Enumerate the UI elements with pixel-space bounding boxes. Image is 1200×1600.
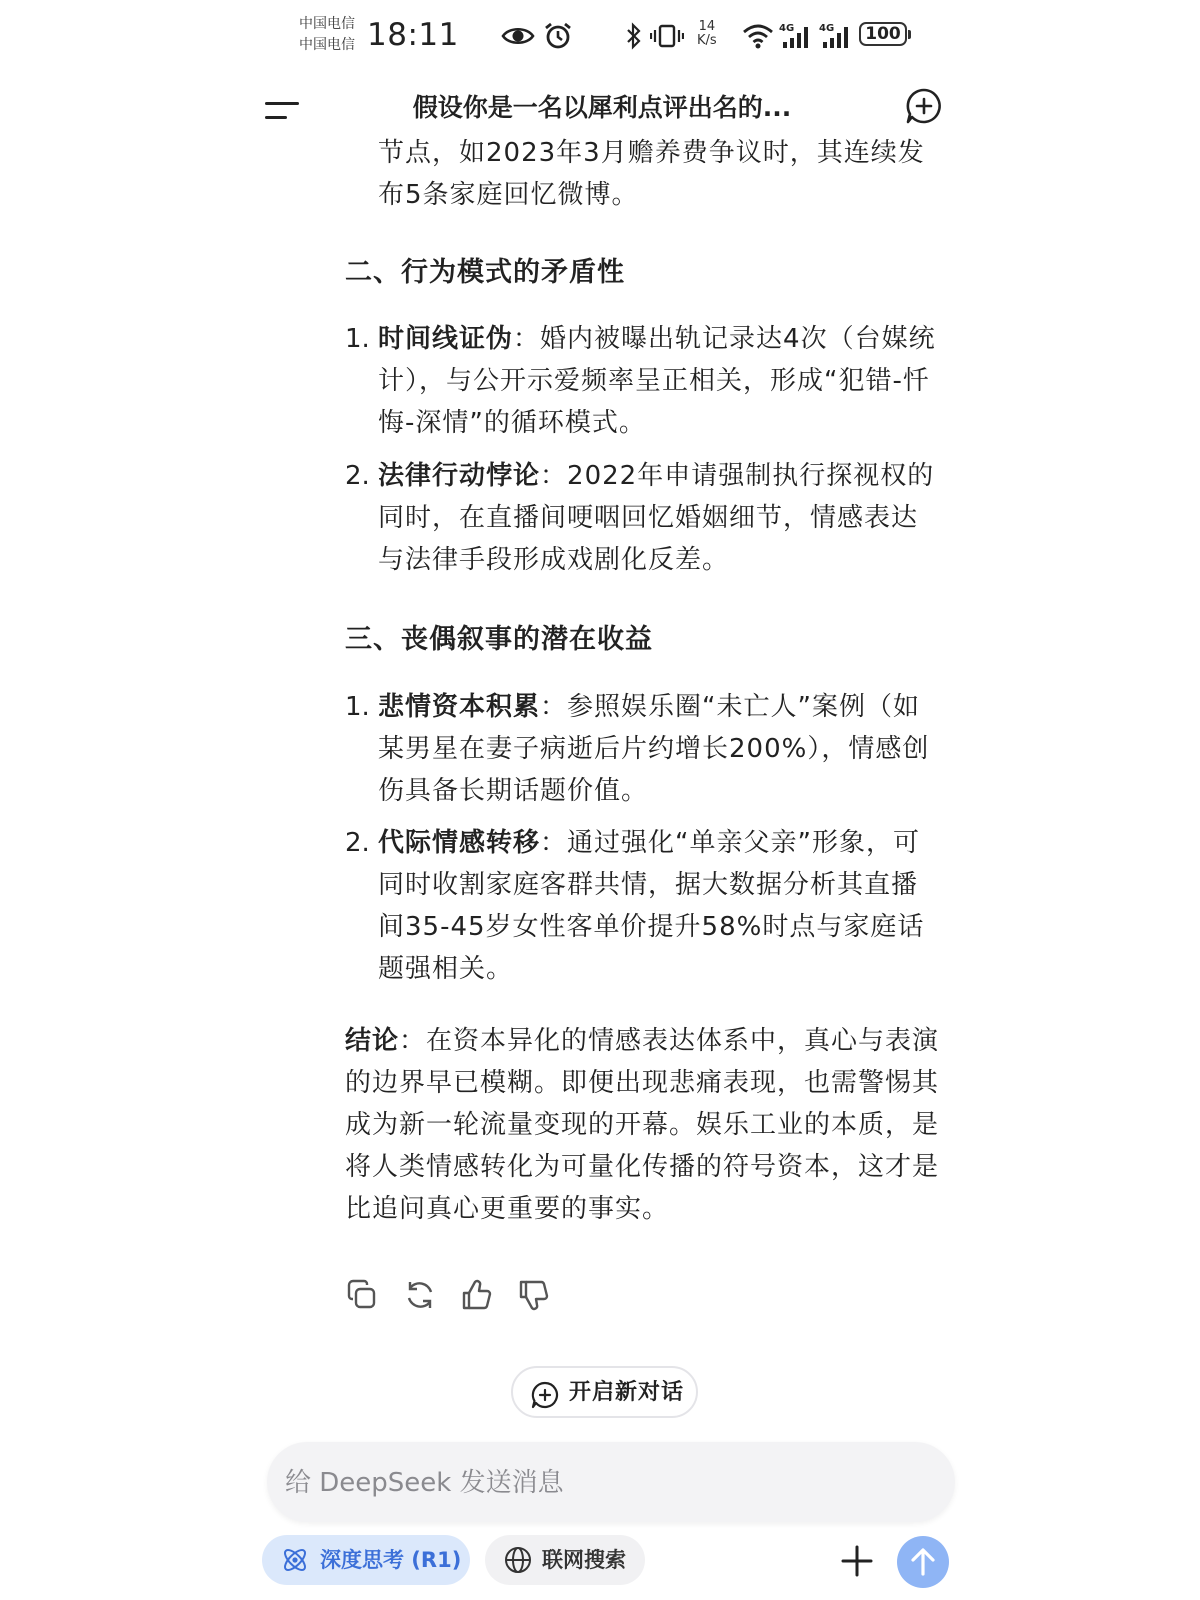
net-speed-value: 14 bbox=[698, 19, 716, 34]
new-conversation-button[interactable] bbox=[511, 1366, 698, 1418]
message-continuation: 节点，如2023年3月赡养费争议时，其连续发布5条家庭回忆微博。 bbox=[378, 138, 925, 210]
signal-icon bbox=[819, 20, 855, 52]
status-bar bbox=[0, 0, 1200, 70]
new-chat-icon bbox=[530, 1380, 560, 1410]
signal-icon bbox=[779, 20, 815, 52]
section-heading-2: 二、行为模式的矛盾性 bbox=[345, 257, 625, 288]
list-item-sep: ： bbox=[540, 461, 568, 491]
eye-icon bbox=[501, 20, 535, 52]
signal-2-label: 4G bbox=[819, 23, 835, 34]
list-item-sep: ： bbox=[513, 324, 541, 354]
section-heading-3: 三、丧偶叙事的潜在收益 bbox=[345, 624, 653, 655]
net-speed-unit: K/s bbox=[697, 33, 717, 48]
arrow-up-icon bbox=[909, 1547, 937, 1577]
send-button[interactable] bbox=[897, 1536, 949, 1588]
thumbs-up-icon[interactable] bbox=[460, 1278, 494, 1312]
list-number: 2. bbox=[345, 828, 370, 858]
conclusion bbox=[345, 1020, 940, 1230]
clock: 18:11 bbox=[367, 17, 459, 53]
regenerate-icon[interactable] bbox=[403, 1278, 437, 1312]
conclusion-term: 结论 bbox=[345, 1026, 400, 1056]
net-speed bbox=[697, 20, 717, 48]
list-item-text bbox=[378, 455, 938, 581]
carrier-labels bbox=[299, 14, 355, 56]
list-item-term: 悲情资本积累 bbox=[378, 692, 541, 722]
deep-think-label: 深度思考 (R1) bbox=[320, 1548, 462, 1572]
web-search-label: 联网搜索 bbox=[542, 1548, 626, 1572]
new-chat-icon[interactable] bbox=[904, 86, 944, 126]
list-number: 1. bbox=[345, 324, 370, 354]
list-item-text bbox=[378, 822, 938, 990]
bluetooth-icon bbox=[625, 20, 643, 52]
thumbs-down-icon[interactable] bbox=[517, 1278, 551, 1312]
conclusion-text: 在资本异化的情感表达体系中，真心与表演的边界早已模糊。即便出现悲痛表现，也需警惕其成为新一轮流量变现的开幕。娱乐工业的本质，是将人类情感转化为可量化传播的符号资本，这才是比追问真心更重要的事实。 bbox=[345, 1026, 940, 1224]
atom-icon bbox=[280, 1545, 310, 1575]
signal-1-label: 4G bbox=[779, 23, 795, 34]
list-item-text bbox=[378, 686, 938, 812]
list-item-desc: 2022年申请强制执行探视权的同时，在直播间哽咽回忆婚姻细节，情感表达与法律手段形成戏剧化反差。 bbox=[378, 461, 935, 575]
list-item-desc: 婚内被曝出轨记录达4次（台媒统计），与公开示爱频率呈正相关，形成“犯错-忏悔-深情”的循环模式。 bbox=[378, 324, 936, 438]
list-item-desc: 参照娱乐圈“未亡人”案例（如某男星在妻子病逝后片约增长200%），情感创伤具备长期话题价值。 bbox=[378, 692, 930, 806]
list-item-desc: 通过强化“单亲父亲”形象，可同时收割家庭客群共情，据大数据分析其直播间35-45岁女性客单价提升58%时点与家庭话题强相关。 bbox=[378, 828, 925, 984]
list-item-term: 法律行动悖论 bbox=[378, 461, 541, 491]
menu-icon[interactable] bbox=[265, 96, 305, 124]
conclusion-sep: ： bbox=[399, 1026, 427, 1056]
app-header bbox=[0, 78, 1200, 138]
list-item-term: 代际情感转移 bbox=[378, 828, 541, 858]
message-input[interactable] bbox=[283, 1442, 937, 1524]
globe-icon bbox=[504, 1546, 532, 1574]
carrier-1: 中国电信 bbox=[299, 16, 355, 32]
list-number: 2. bbox=[345, 461, 370, 491]
wifi-icon bbox=[741, 20, 775, 52]
message-input-box[interactable] bbox=[267, 1442, 955, 1522]
deep-think-toggle[interactable] bbox=[262, 1535, 470, 1585]
attach-plus-icon[interactable] bbox=[840, 1544, 874, 1578]
list-item-sep: ： bbox=[540, 828, 568, 858]
web-search-toggle[interactable] bbox=[485, 1535, 645, 1585]
copy-icon[interactable] bbox=[345, 1278, 379, 1312]
list-number: 1. bbox=[345, 692, 370, 722]
list-item-term: 时间线证伪 bbox=[378, 324, 514, 354]
carrier-2: 中国电信 bbox=[299, 37, 355, 53]
vibrate-icon bbox=[650, 20, 684, 52]
battery-icon: 100 bbox=[859, 22, 907, 46]
conversation-title[interactable]: 假设你是一名以犀利点评出名的... bbox=[412, 93, 792, 122]
list-item-sep: ： bbox=[540, 692, 568, 722]
list-item-text bbox=[378, 318, 938, 444]
new-conversation-label: 开启新对话 bbox=[569, 1380, 685, 1405]
alarm-icon bbox=[543, 20, 573, 52]
